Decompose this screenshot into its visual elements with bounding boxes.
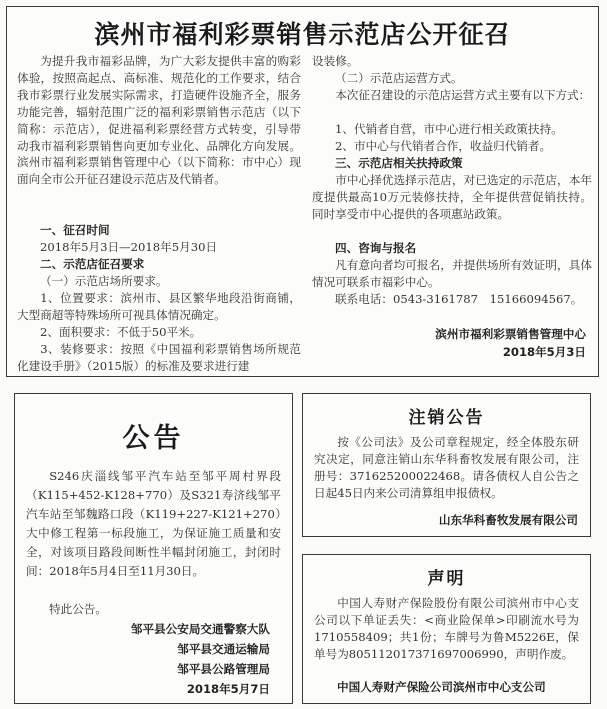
road-notice-issuer-police: 邹平县公安局交通警察大队 [130,622,270,636]
location-requirement: 1、位置要求：滨州市、县区繁华地段沿街商铺，大型商超等特殊场所可视具体情况确定。 [17,291,301,322]
area-requirement: 2、面积要求：不低于50平米。 [40,325,202,339]
road-notice-issuer-transport: 邹平县交通运输局 [177,642,270,656]
section-heading-requirements: 二、示范店征召要求 [40,257,145,271]
operation-mode-1: 1、代销者自营，市中心进行相关政策扶持。 [335,122,563,136]
main-intro-paragraph: 为提升我市福彩品牌，为广大彩友提供丰富的购彩体验，按照高起点、高标准、规范化的工作要求，结合我市彩票行业发展实际需求，打造硬件设施齐全，服务功能完善，辐射范围广泛的福利彩票销售示范店（以下简称：示范店），促进福利彩票经营方式转变，引导带动我市福利彩票销售向更加专业化、品牌化方向发展。滨州市福利彩票销售管理中心（以下简称：市中心）现面向全市公开征召建设示范店及代销者。 [17,54,301,187]
road-notice-closing: 特此公告。 [49,602,107,616]
declaration-issuer: 中国人寿财产保险公司滨州市中心支公司 [337,680,546,694]
main-issuer: 滨州市福利彩票销售管理中心 [435,327,586,341]
deregistration-notice-body: 按《公司法》及公司章程规定，经全体股东研究决定，同意注销山东华科畜牧发展有限公司，注册号：371625200022468。请各债权人自公告之日起45日内来公司清算组申报债权。 [314,435,579,500]
road-notice-box [14,393,293,704]
decoration-requirement: 3、装修要求：按照《中国福利彩票销售场所规范化建设手册》（2015版）的标准及要求进行建 [17,342,301,373]
road-notice-date: 2018年5月7日 [186,682,270,696]
subsection-operation-mode: （二）示范店运营方式。 [335,71,463,85]
support-policy-text: 市中心择优选择示范店，对已选定的示范店，本年度提供最高10万元装修扶持，全年提供营促销扶持。同时享受市中心提供的各项惠站政策。 [312,173,592,221]
section-heading-support: 三、示范店相关扶持政策 [335,156,463,170]
deregistration-notice-box [302,393,591,537]
section-heading-contact: 四、咨询与报名 [335,241,417,255]
operation-mode-2: 2、市中心与代销者合作，收益归代销者。 [335,139,552,153]
declaration-body: 中国人寿财产保险股份有限公司滨州市中心支公司以下单证丢失：<商业险保单>印刷流水号为1710558409；共1份；车牌号为鲁M5226E，保单号为805112017371697006990，声明作废。 [314,596,579,661]
road-notice-body: S246庆淄线邹平汽车站至邹平周村界段（K115+452-K128+770）及S321寿济线邹平汽车站至邹魏路口段（K119+227-K121+270）大中修工程第一标段施工，为保证施工质量和安全，对该项目路段间断性半幅封闭施工，封闭时间：2018年5月4日至11月30日。 [26,469,281,578]
road-notice-title: 公告 [122,423,185,454]
deregistration-notice-title: 注销公告 [408,408,485,428]
contact-phone: 联系电话：0543-3161787 15166094567。 [335,292,583,306]
operation-intro: 本次征召建设的示范店运营方式主要有以下方式： [335,88,591,102]
main-notice-box [6,6,599,377]
declaration-title: 声明 [427,569,466,589]
section-heading-time: 一、征召时间 [40,223,110,237]
subsection-venue-requirements: （一）示范店场所要求。 [40,274,168,288]
declaration-box [302,554,591,704]
recruit-time-text: 2018年5月3日—2018年5月30日 [40,240,218,254]
road-notice-issuer-highway: 邹平县公路管理局 [177,662,270,676]
decoration-requirement-continued: 设装修。 [312,54,359,68]
apply-text: 凡有意向者均可报名，并提供场所有效证明，具体情况可联系市福彩中心。 [312,258,592,289]
main-date: 2018年5月3日 [502,345,586,359]
deregistration-notice-issuer: 山东华科畜牧发展有限公司 [438,513,578,527]
main-notice-title: 滨州市福利彩票销售示范店公开征召 [94,20,511,49]
